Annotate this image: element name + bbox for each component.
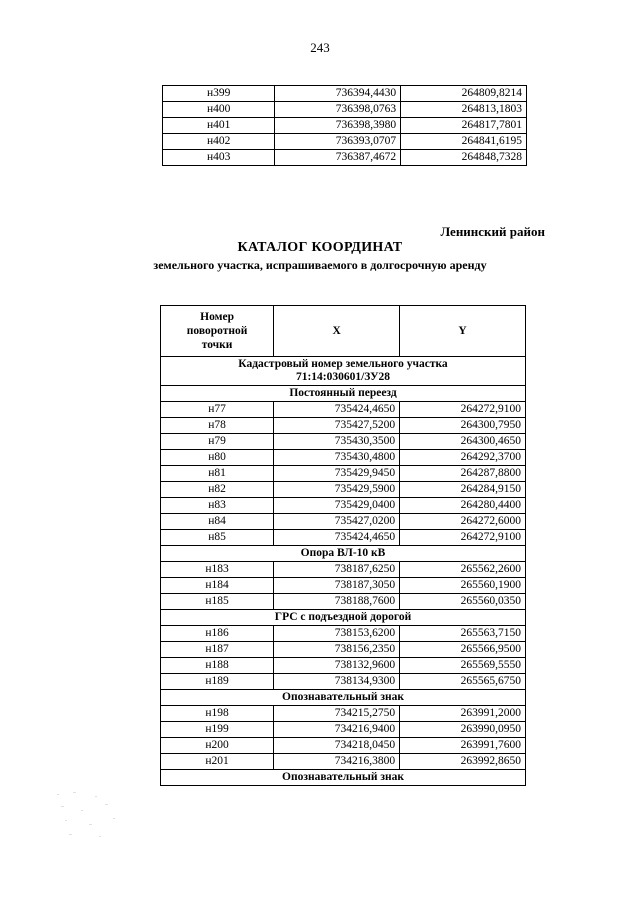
y-coordinate-cell: 264809,8214 [401, 86, 527, 102]
table-row [161, 514, 526, 530]
point-number-cell: н189 [161, 674, 274, 690]
table-row [163, 86, 527, 102]
point-number-header: Номер поворотной точки [161, 306, 274, 357]
x-coordinate-cell: 738187,3050 [274, 578, 400, 594]
x-header: X [274, 306, 400, 357]
catalog-subtitle: земельного участка, испрашиваемого в долгосрочную аренду [153, 258, 487, 272]
table-row [161, 578, 526, 594]
y-coordinate-cell: 263991,2000 [400, 706, 526, 722]
section-title: Опора ВЛ-10 кВ [161, 546, 526, 562]
section-title: Опознавательный знак [161, 770, 526, 786]
point-number-cell: н400 [163, 102, 275, 118]
section-header-row [161, 386, 526, 402]
point-number-cell: н201 [161, 754, 274, 770]
x-coordinate-cell: 738188,7600 [274, 594, 400, 610]
y-coordinate-cell: 264848,7328 [401, 150, 527, 166]
table-row [161, 402, 526, 418]
point-number-cell: н399 [163, 86, 275, 102]
cadastral-number-row [161, 357, 526, 386]
table-row [161, 450, 526, 466]
y-coordinate-cell: 264813,1803 [401, 102, 527, 118]
x-coordinate-cell: 735430,4800 [274, 450, 400, 466]
section-title: Опознавательный знак [161, 690, 526, 706]
x-coordinate-cell: 734216,9400 [274, 722, 400, 738]
y-coordinate-cell: 265566,9500 [400, 642, 526, 658]
x-coordinate-cell: 735429,5900 [274, 482, 400, 498]
y-coordinate-cell: 264280,4400 [400, 498, 526, 514]
section-header-row [161, 770, 526, 786]
section-title: Постоянный переезд [161, 386, 526, 402]
table-row [161, 722, 526, 738]
point-number-cell: н82 [161, 482, 274, 498]
coordinates-catalog-table [160, 305, 526, 786]
y-coordinate-cell: 265560,0350 [400, 594, 526, 610]
table-row [163, 150, 527, 166]
point-number-cell: н77 [161, 402, 274, 418]
table-row [163, 134, 527, 150]
point-number-cell: н188 [161, 658, 274, 674]
x-coordinate-cell: 736398,3980 [275, 118, 401, 134]
district-name: Ленинский район [440, 224, 545, 239]
table-row [161, 530, 526, 546]
x-coordinate-cell: 735424,4650 [274, 402, 400, 418]
x-coordinate-cell: 735424,4650 [274, 530, 400, 546]
y-coordinate-cell: 265565,6750 [400, 674, 526, 690]
x-coordinate-cell: 738153,6200 [274, 626, 400, 642]
section-header-row [161, 546, 526, 562]
table-row [163, 102, 527, 118]
table-row [161, 674, 526, 690]
y-coordinate-cell: 265563,7150 [400, 626, 526, 642]
point-number-cell: н403 [163, 150, 275, 166]
point-number-cell: н187 [161, 642, 274, 658]
x-coordinate-cell: 738134,9300 [274, 674, 400, 690]
point-number-cell: н185 [161, 594, 274, 610]
point-number-cell: н401 [163, 118, 275, 134]
section-header-row [161, 690, 526, 706]
table-row [161, 466, 526, 482]
point-number-cell: н186 [161, 626, 274, 642]
table-row [163, 118, 527, 134]
table-row [161, 594, 526, 610]
y-coordinate-cell: 265560,1900 [400, 578, 526, 594]
x-coordinate-cell: 736393,0707 [275, 134, 401, 150]
table-row [161, 434, 526, 450]
table-row [161, 738, 526, 754]
x-coordinate-cell: 734216,3800 [274, 754, 400, 770]
y-coordinate-cell: 263991,7600 [400, 738, 526, 754]
x-coordinate-cell: 735427,0200 [274, 514, 400, 530]
point-number-cell: н183 [161, 562, 274, 578]
y-coordinate-cell: 265562,2600 [400, 562, 526, 578]
x-coordinate-cell: 738132,9600 [274, 658, 400, 674]
table-row [161, 562, 526, 578]
x-coordinate-cell: 736387,4672 [275, 150, 401, 166]
y-coordinate-cell: 264300,7950 [400, 418, 526, 434]
x-coordinate-cell: 735427,5200 [274, 418, 400, 434]
y-coordinate-cell: 264292,3700 [400, 450, 526, 466]
section-title: ГРС с подъездной дорогой [161, 610, 526, 626]
cadastral-number: Кадастровый номер земельного участка 71:14:030601/ЗУ28 [161, 357, 526, 386]
point-number-cell: н198 [161, 706, 274, 722]
y-coordinate-cell: 263992,8650 [400, 754, 526, 770]
top-coordinates-table [162, 85, 527, 166]
x-coordinate-cell: 736394,4430 [275, 86, 401, 102]
y-coordinate-cell: 264287,8800 [400, 466, 526, 482]
x-coordinate-cell: 738187,6250 [274, 562, 400, 578]
x-coordinate-cell: 735430,3500 [274, 434, 400, 450]
x-coordinate-cell: 738156,2350 [274, 642, 400, 658]
point-number-cell: н80 [161, 450, 274, 466]
point-number-cell: н81 [161, 466, 274, 482]
x-coordinate-cell: 736398,0763 [275, 102, 401, 118]
point-number-cell: н200 [161, 738, 274, 754]
table-row [161, 498, 526, 514]
x-coordinate-cell: 735429,9450 [274, 466, 400, 482]
section-header-row [161, 610, 526, 626]
point-number-cell: н79 [161, 434, 274, 450]
x-coordinate-cell: 734218,0450 [274, 738, 400, 754]
point-number-cell: н184 [161, 578, 274, 594]
table-row [161, 482, 526, 498]
point-number-cell: н402 [163, 134, 275, 150]
x-coordinate-cell: 734215,2750 [274, 706, 400, 722]
y-coordinate-cell: 263990,0950 [400, 722, 526, 738]
table-row [161, 754, 526, 770]
y-coordinate-cell: 264272,6000 [400, 514, 526, 530]
table-header-row [161, 306, 526, 357]
table-row [161, 642, 526, 658]
bleed-through-marks [55, 790, 125, 840]
y-coordinate-cell: 264817,7801 [401, 118, 527, 134]
point-number-cell: н85 [161, 530, 274, 546]
table-row [161, 626, 526, 642]
y-coordinate-cell: 264300,4650 [400, 434, 526, 450]
x-coordinate-cell: 735429,0400 [274, 498, 400, 514]
table-row [161, 658, 526, 674]
table-row [161, 418, 526, 434]
point-number-cell: н84 [161, 514, 274, 530]
y-header: Y [400, 306, 526, 357]
page-number: 243 [310, 40, 330, 55]
y-coordinate-cell: 264284,9150 [400, 482, 526, 498]
point-number-cell: н199 [161, 722, 274, 738]
y-coordinate-cell: 264272,9100 [400, 402, 526, 418]
catalog-title: КАТАЛОГ КООРДИНАТ [237, 240, 403, 255]
y-coordinate-cell: 264272,9100 [400, 530, 526, 546]
table-row [161, 706, 526, 722]
point-number-cell: н78 [161, 418, 274, 434]
y-coordinate-cell: 264841,6195 [401, 134, 527, 150]
y-coordinate-cell: 265569,5550 [400, 658, 526, 674]
point-number-cell: н83 [161, 498, 274, 514]
